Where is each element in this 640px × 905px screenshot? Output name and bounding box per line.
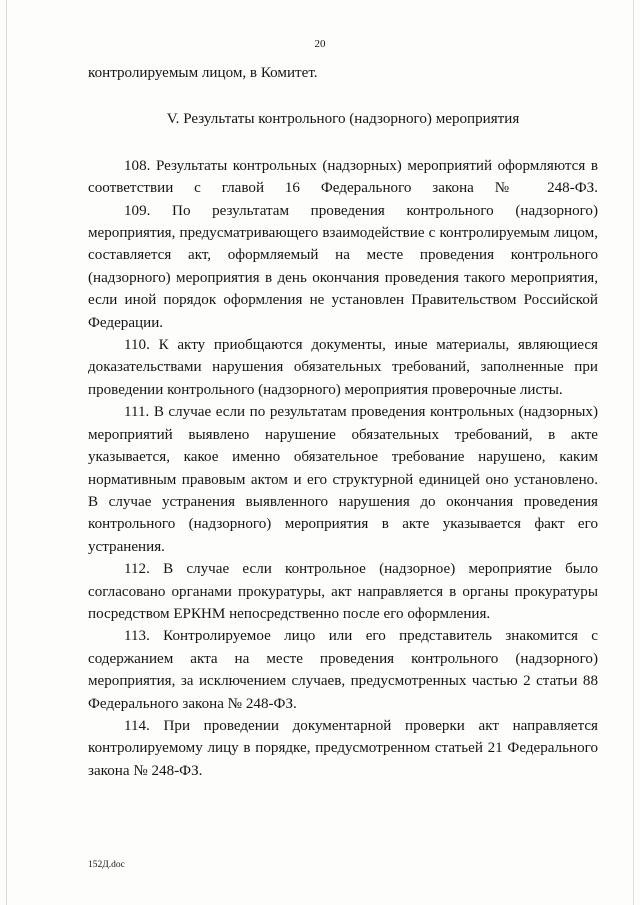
paragraph-113: 113. Контролируемое лицо или его представитель знакомится с содержанием акта на месте проведения контрольного (надзорного) мероприятия, за исключением случаев, предусмотренных частью 2 статьи 88 Федерального закона № 248-ФЗ. bbox=[88, 628, 598, 712]
scan-edge-left bbox=[6, 0, 7, 905]
paragraph-108: 108. Результаты контрольных (надзорных) мероприятий оформляются в соответствии с главой 16 Федерального закона № 248-ФЗ. bbox=[88, 157, 598, 197]
paragraph-109: 109. По результатам проведения контрольного (надзорного) мероприятия, предусматривающего взаимодействие с контролируемым лицом, составляется акт, оформляемый на месте проведения контрольного (надзорного) мероприятия в день окончания проведения такого мероприятия, если иной порядок оформления не установлен Правительством Российской Федерации. bbox=[88, 202, 598, 331]
paragraph-112: 112. В случае если контрольное (надзорное) мероприятие было согласовано органами прокуратуры, акт направляется в органы прокуратуры посредством ЕРКНМ непосредственно после его оформления. bbox=[88, 561, 598, 622]
document-body bbox=[88, 62, 598, 782]
scan-edge-right bbox=[633, 0, 634, 905]
file-name-footer: 152Д.doc bbox=[88, 860, 125, 870]
paragraph-110: 110. К акту приобщаются документы, иные материалы, являющиеся доказательствами нарушения обязательных требований, заполненные при проведении контрольного (надзорного) мероприятия проверочные листы. bbox=[88, 337, 598, 398]
paragraph-114: 114. При проведении документарной проверки акт направляется контролируемому лицу в порядке, предусмотренном статьей 21 Федерального закона № 248-ФЗ. bbox=[88, 717, 598, 779]
continuation-text: контролируемым лицом, в Комитет. bbox=[88, 65, 318, 81]
section-heading: V. Результаты контрольного (надзорного) мероприятия bbox=[166, 111, 520, 128]
paragraph-111: 111. В случае если по результатам проведения контрольных (надзорных) мероприятий выявлено нарушение обязательных требований, в акте указывается, какое именно обязательное требование нарушено, каким нормативным правовым актом и его структурной единицей оно установлено. В случае устранения выявленного нарушения до окончания проведения контрольного (надзорного) мероприятия в акте указывается факт его устранения. bbox=[88, 404, 598, 555]
page-number: 20 bbox=[314, 38, 326, 50]
